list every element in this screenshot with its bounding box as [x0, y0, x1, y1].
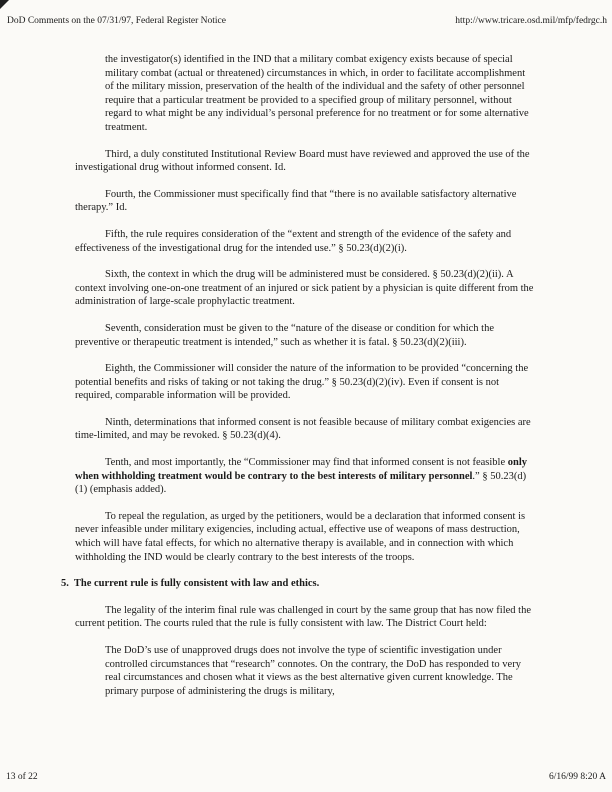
document-body — [61, 53, 538, 711]
page-header — [7, 16, 607, 27]
paragraph-eighth: Eighth, the Commissioner will consider the nature of the information to be provided “concerning the potential benefits and risks of taking or not taking the drug.” § 50.23(d)(2)(iv). Even if consent is not required, comparable information will be provided. — [75, 363, 529, 402]
paragraph-tenth-citation: .” § 50.23(d)(1) (emphasis added). — [75, 470, 527, 496]
header-url: http://www.tricare.osd.mil/mfp/fedrgc.h — [455, 16, 607, 26]
paragraph-fourth: Fourth, the Commissioner must specifically find that “there is no available satisfactory alternative therapy.” Id. — [75, 188, 517, 214]
footer-timestamp: 6/16/99 8:20 A — [548, 772, 606, 782]
header-title: DoD Comments on the 07/31/97, Federal Register Notice — [7, 16, 226, 26]
paragraph-third: Third, a duly constituted Institutional Review Board must have reviewed and approved the use of the investigational drug without informed consent. Id. — [75, 148, 530, 174]
section-heading-number: 5. — [61, 578, 69, 590]
footer-page-number: 13 of 22 — [6, 772, 38, 782]
block-quote-district-court: The DoD’s use of unapproved drugs does not involve the type of scientific investigation under controlled circumstances that “research” connotes. On the contrary, the DoD has responded to very real circumstances and chosen what it views as the best alternative given current knowledge. The primary purpose of administering the drugs is military, — [105, 645, 521, 697]
section-heading-title: The current rule is fully consistent with law and ethics. — [73, 578, 320, 590]
paragraph-sixth: Sixth, the context in which the drug will be administered must be considered. § 50.23(d)(2)(ii). A context involving one-on-one treatment of an injured or sick patient by a physician is quite different from the administration of large-scale prophylactic treatment. — [75, 269, 534, 308]
section-heading — [61, 577, 538, 591]
paragraph-seventh: Seventh, consideration must be given to the “nature of the disease or condition for which the preventive or therapeutic treatment is intended,” such as whether it is fatal. § 50.23(d)(2)(iii). — [75, 322, 494, 348]
block-quote-continued: the investigator(s) identified in the IND that a military combat exigency exists because of special military combat (actual or threatened) circumstances in which, in order to facilitate accomplishment of the military mission, preservation of the health of the individual and the safety of other personnel require that a particular treatment be provided to a specified group of military personnel, without regard to what might be any individual’s personal preference for no treatment or for some alternative treatment. — [105, 54, 529, 133]
paragraph-fifth: Fifth, the rule requires consideration of the “extent and strength of the evidence of the safety and effectiveness of the investigational drug for the intended use.” § 50.23(d)(2)(i). — [75, 228, 512, 254]
paragraph-tenth — [75, 456, 538, 497]
paragraph-ninth: Ninth, determinations that informed consent is not feasible because of military combat exigencies are time-limited, and may be revoked. § 50.23(d)(4). — [75, 416, 531, 442]
paragraph-repeal: To repeal the regulation, as urged by the petitioners, would be a declaration that informed consent is never infeasible under military exigencies, including actual, effective use of weapons of mass destruction, which will have fatal effects, for which no alternative therapy is available, and in connection with which withholding the IND would be clearly contrary to the best interests of the troops. — [75, 510, 526, 563]
scan-corner-artifact — [0, 0, 9, 9]
paragraph-tenth-lead: Tenth, and most importantly, the “Commissioner may find that informed consent is not feasible — [105, 457, 508, 469]
paragraph-tenth-emphasis: only when withholding treatment would be contrary to the best interests of military personnel — [75, 457, 528, 482]
paragraph-legality: The legality of the interim final rule was challenged in court by the same group that has now filed the current petition. The courts ruled that the rule is fully consistent with law. The District Court held: — [75, 604, 531, 630]
page-footer — [6, 772, 606, 783]
